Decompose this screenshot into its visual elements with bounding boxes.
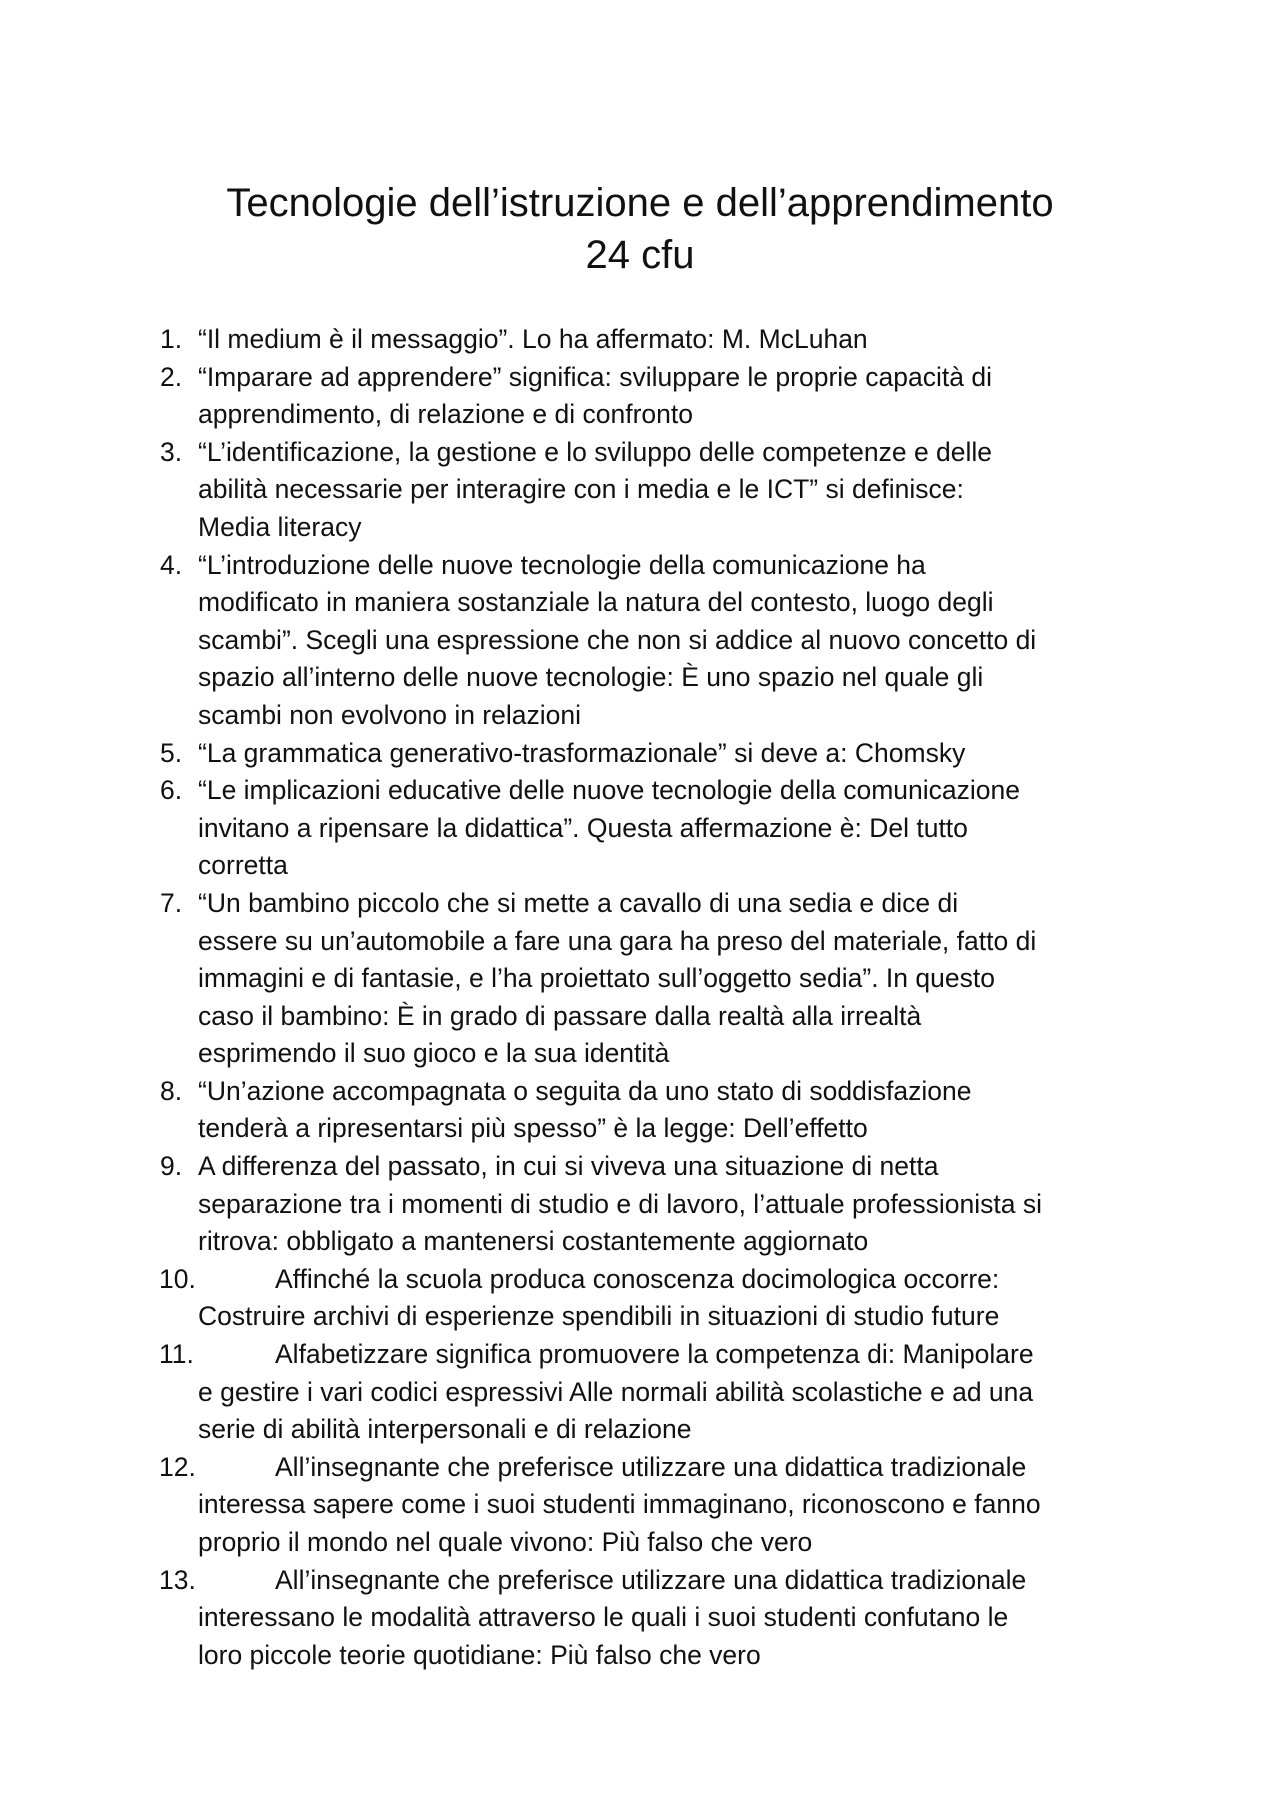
list-item (160, 1261, 1160, 1336)
item-text-line: Affinché la scuola produca conoscenza docimologica occorre: (275, 1263, 1000, 1294)
list-item (160, 359, 1160, 434)
item-text-line: A differenza del passato, in cui si viveva una situazione di netta (198, 1151, 939, 1182)
item-text-line: “L’introduzione delle nuove tecnologie della comunicazione ha (198, 549, 926, 580)
item-number: 10. (159, 1263, 196, 1294)
item-text-line: “Un’azione accompagnata o seguita da uno stato di soddisfazione (198, 1075, 972, 1106)
list-item (160, 772, 1160, 885)
item-text-line: Alfabetizzare significa promuovere la competenza di: Manipolare (275, 1339, 1034, 1370)
list-item (160, 547, 1160, 735)
item-text-line: “La grammatica generativo-trasformazionale” si deve a: Chomsky (198, 737, 966, 768)
item-text-line: caso il bambino: È in grado di passare dalla realtà alla irrealtà (198, 1000, 922, 1031)
item-text-line: scambi non evolvono in relazioni (198, 699, 581, 730)
item-text-line: “L’identificazione, la gestione e lo sviluppo delle competenze e delle (198, 436, 993, 467)
item-text-line: serie di abilità interpersonali e di relazione (198, 1414, 692, 1445)
list-item (160, 885, 1160, 1073)
title-line-1: Tecnologie dell’istruzione e dell’apprendimento (226, 180, 1054, 225)
item-text-line: proprio il mondo nel quale vivono: Più falso che vero (198, 1527, 813, 1557)
item-text-line: Media literacy (198, 511, 362, 542)
item-text-line: Costruire archivi di esperienze spendibili in situazioni di studio future (198, 1301, 1000, 1332)
item-text-line: “Il medium è il messaggio”. Lo ha affermato: M. McLuhan (198, 324, 868, 354)
title-line-2: 24 cfu (585, 232, 695, 277)
list-item (160, 1336, 1160, 1449)
item-number: 7. (160, 887, 183, 918)
item-text-line: scambi”. Scegli una espressione che non si addice al nuovo concetto di (198, 624, 1037, 655)
item-number: 9. (160, 1151, 183, 1182)
item-text-line: e gestire i vari codici espressivi Alle normali abilità scolastiche e ad una (198, 1376, 1034, 1407)
item-number: 12. (159, 1451, 196, 1482)
list-item (160, 321, 1160, 359)
item-text-line: “Un bambino piccolo che si mette a cavallo di una sedia e dice di (198, 887, 959, 918)
item-text-line: invitano a ripensare la didattica”. Questa affermazione è: Del tutto (198, 812, 968, 843)
item-number: 1. (160, 324, 183, 354)
item-text-line: All’insegnante che preferisce utilizzare una didattica tradizionale (275, 1564, 1027, 1595)
item-text-line: immagini e di fantasie, e l’ha proiettato sull’oggetto sedia”. In questo (198, 963, 995, 994)
item-text-line: modificato in maniera sostanziale la natura del contesto, luogo degli (198, 587, 994, 618)
item-text-line: interessano le modalità attraverso le quali i suoi studenti confutano le (198, 1602, 1009, 1633)
item-number: 2. (160, 361, 183, 392)
item-text-line: “Imparare ad apprendere” significa: sviluppare le proprie capacità di (198, 361, 992, 392)
item-number: 11. (159, 1339, 194, 1370)
question-list (160, 321, 1160, 1674)
page-title (0, 177, 1280, 281)
item-text-line: esprimendo il suo gioco e la sua identità (198, 1038, 670, 1069)
item-text-line: loro piccole teorie quotidiane: Più falso che vero (198, 1639, 761, 1670)
item-text-line: essere su un’automobile a fare una gara ha preso del materiale, fatto di (198, 925, 1037, 956)
item-text-line: apprendimento, di relazione e di confronto (198, 399, 693, 430)
item-number: 4. (160, 549, 183, 580)
list-item (160, 1449, 1160, 1562)
list-item (160, 434, 1160, 547)
item-number: 5. (160, 737, 183, 768)
item-text-line: tenderà a ripresentarsi più spesso” è la legge: Dell’effetto (198, 1113, 868, 1144)
item-text-line: “Le implicazioni educative delle nuove tecnologie della comunicazione (198, 775, 1021, 806)
list-item (160, 1562, 1160, 1675)
item-number: 3. (160, 436, 183, 467)
item-number: 6. (160, 775, 183, 806)
list-item (160, 1148, 1160, 1261)
item-number: 13. (159, 1564, 196, 1595)
item-number: 8. (160, 1075, 183, 1106)
item-text-line: spazio all’interno delle nuove tecnologie: È uno spazio nel quale gli (198, 662, 984, 693)
item-text-line: corretta (198, 850, 288, 881)
item-text-line: ritrova: obbligato a mantenersi costantemente aggiornato (198, 1226, 869, 1257)
item-text-line: separazione tra i momenti di studio e di lavoro, l’attuale professionista si (198, 1188, 1043, 1219)
item-text-line: All’insegnante che preferisce utilizzare una didattica tradizionale (275, 1451, 1027, 1482)
item-text-line: abilità necessarie per interagire con i media e le ICT” si definisce: (198, 474, 964, 505)
item-text-line: interessa sapere come i suoi studenti immaginano, riconoscono e fanno (198, 1489, 1041, 1520)
list-item (160, 1073, 1160, 1148)
list-item (160, 735, 1160, 773)
